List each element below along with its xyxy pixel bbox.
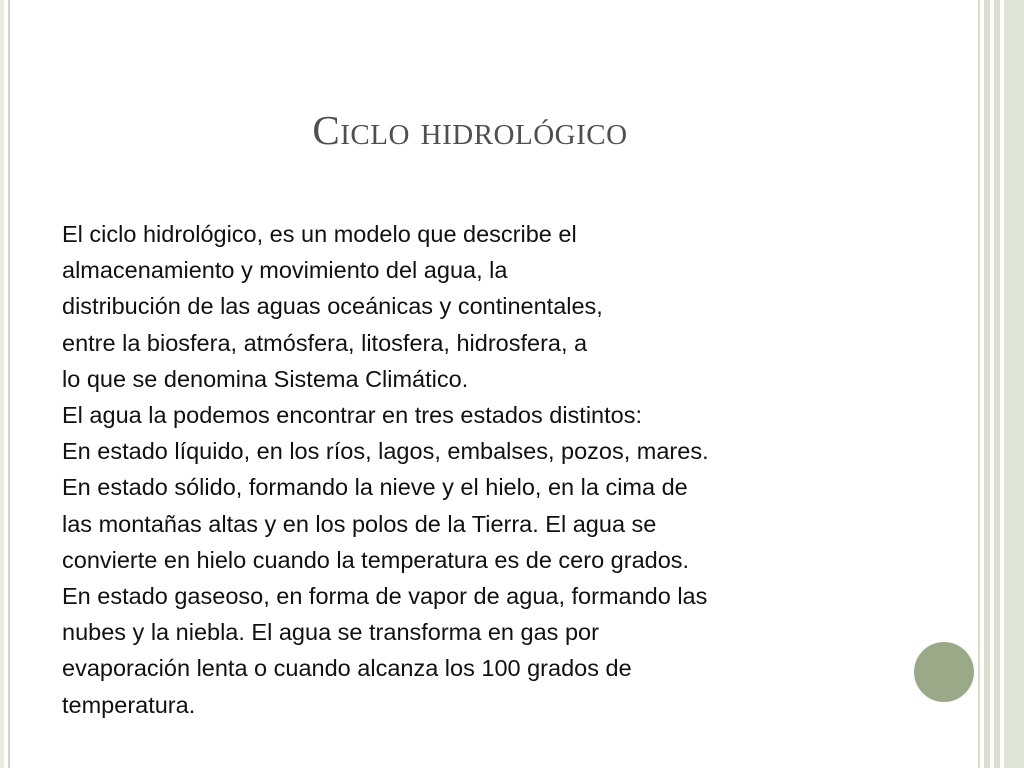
body-line: El agua la podemos encontrar en tres estados distintos: (62, 402, 643, 429)
decorative-circle-icon (914, 642, 974, 702)
body-line: entre la biosfera, atmósfera, litosfera, hidrosfera, a (62, 329, 588, 356)
body-line: El ciclo hidrológico, es un modelo que describe el (62, 221, 577, 247)
body-line: temperatura. (62, 691, 196, 718)
body-line: convierte en hielo cuando la temperatura es de cero grados. (62, 546, 690, 573)
body-line: lo que se denomina Sistema Climático. (62, 365, 469, 392)
right-border-stripe (994, 0, 1000, 768)
left-border-stripe (0, 0, 4, 768)
left-border-line (8, 0, 10, 768)
right-border-stripe (984, 0, 990, 768)
slide-title: Ciclo hidrológico (312, 107, 628, 153)
right-border-line (978, 0, 980, 768)
body-line: almacenamiento y movimiento del agua, la (62, 257, 508, 284)
body-line: las montañas altas y en los polos de la Tierra. El agua se (62, 510, 657, 537)
body-line: distribución de las aguas oceánicas y continentales, (62, 293, 603, 320)
body-line: En estado gaseoso, en forma de vapor de agua, formando las (62, 583, 708, 610)
right-border-band (1004, 0, 1024, 768)
body-line: evaporación lenta o cuando alcanza los 100 grados de (62, 655, 632, 682)
slide-body (62, 216, 892, 723)
body-line: En estado líquido, en los ríos, lagos, embalses, pozos, mares. (62, 438, 709, 465)
body-line: nubes y la niebla. El agua se transforma en gas por (62, 619, 599, 646)
body-line: En estado sólido, formando la nieve y el hielo, en la cima de (62, 474, 688, 501)
